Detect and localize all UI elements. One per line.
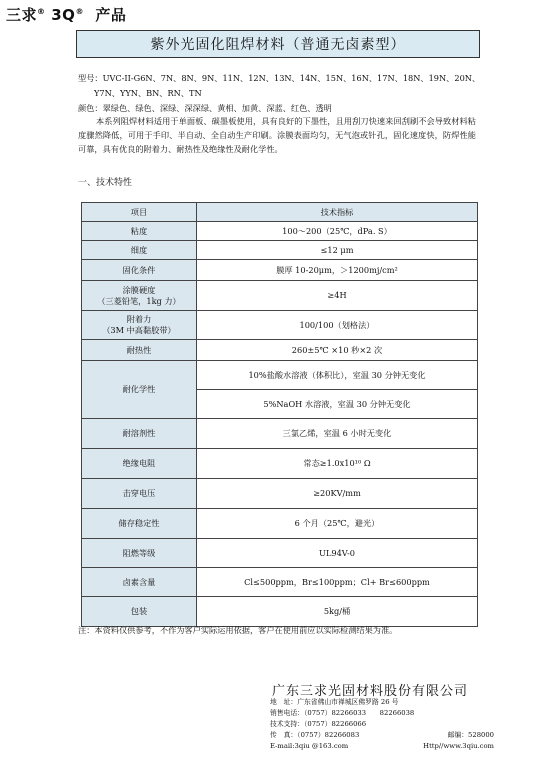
address-line: [270, 697, 494, 708]
model-line-2: Y7N、YYN、BN、RN、TN: [94, 88, 202, 98]
product-meta: [78, 71, 481, 116]
tech-label: 技术支持：: [270, 720, 304, 728]
registered-mark: ®: [75, 7, 84, 16]
table-row: [82, 509, 478, 539]
registered-mark: ®: [37, 7, 46, 16]
row-item: 阻燃等级: [82, 539, 197, 568]
row-item: [82, 311, 197, 340]
sales-phone: （0757）82266033 82266038: [303, 709, 415, 717]
row-value: 6 个月（25℃，避光）: [197, 509, 478, 539]
address-label: 地 址：: [270, 698, 298, 706]
color-list: 翠绿色、绿色、深绿、深深绿、黄相、加黄、深蓝、红色、透明: [102, 103, 332, 113]
row-item-line: 附着力: [126, 314, 152, 324]
row-item: [82, 281, 197, 311]
table-row: [82, 361, 478, 390]
model-line: [78, 71, 481, 86]
row-item: 耐溶剂性: [82, 419, 197, 449]
row-value: 常态≥1.0x10¹⁰ Ω: [197, 449, 478, 479]
table-row: [82, 281, 478, 311]
postcode-label: 邮编：: [447, 731, 469, 739]
row-value: 260±5℃ ×10 秒×2 次: [197, 340, 478, 361]
email-link[interactable]: 3qiu @163.com: [294, 742, 349, 750]
row-value: ≥4H: [197, 281, 478, 311]
row-item: 固化条件: [82, 260, 197, 281]
row-item-line: （3M 中高黏胶带）: [102, 325, 176, 335]
table-row: [82, 419, 478, 449]
row-item: 细度: [82, 241, 197, 260]
row-value: 5%NaOH 水溶液，室温 30 分钟无变化: [197, 390, 478, 419]
table-row: [82, 539, 478, 568]
table-row: [82, 311, 478, 340]
product-description: [78, 114, 476, 156]
description-text: 本系列阻焊材料适用于单面板、碳墨板使用，具有良好的下墨性，且用刮刀快速来回刮刷不会导致材料粘度骤然降低，可用于手印、半自动、全自动生产印刷。涂膜表面均匀，无气泡或针孔，固化速度快，防焊性能可靠，具有优良的附着力、耐热性及绝缘性及耐化学性。: [78, 116, 476, 154]
table-row: [82, 568, 478, 597]
fax-number: （0757）82266083: [297, 731, 360, 739]
row-item: 击穿电压: [82, 479, 197, 509]
table-row: [82, 449, 478, 479]
tech-line: [270, 719, 494, 730]
row-item: 绝缘电阻: [82, 449, 197, 479]
email-line: [270, 741, 494, 752]
email-label: E-mail:: [270, 742, 295, 750]
document-title: 紫外光固化阻焊材料（普通无卤素型）: [76, 30, 480, 58]
row-item-line: （三菱铅笔，1kg 力）: [97, 295, 181, 306]
row-value: UL94V-0: [197, 539, 478, 568]
brand-logo: [6, 4, 126, 25]
table-row: [82, 340, 478, 361]
brand-name: 三求: [6, 6, 38, 24]
table-row: [82, 597, 478, 627]
row-value: ≤12 μm: [197, 241, 478, 260]
row-value: 10%盐酸水溶液（体积比），室温 30 分钟无变化: [197, 361, 478, 390]
row-value: ≥20KV/mm: [197, 479, 478, 509]
row-value: 膜厚 10-20μm，＞1200mj/cm²: [197, 260, 478, 281]
color-label: 颜色：: [78, 103, 103, 113]
website-link[interactable]: Http//www.3qiu.com: [423, 742, 494, 750]
row-value: 100～200（25℃，dPa. S）: [197, 222, 478, 241]
row-value: 100/100（划格法）: [197, 311, 478, 340]
row-item: 包装: [82, 597, 197, 627]
table-row: [82, 260, 478, 281]
row-value: 5kg/桶: [197, 597, 478, 627]
sales-label: 销售电话：: [270, 709, 304, 717]
spec-table: [81, 202, 478, 627]
brand-model: 3Q: [51, 6, 76, 24]
row-item: 耐热性: [82, 340, 197, 361]
sales-line: [270, 708, 494, 719]
fax-label: 传 真：: [270, 731, 298, 739]
section-title: 一、技术特性: [78, 178, 133, 188]
model-label: 型号：: [78, 73, 103, 83]
tech-phone: （0757）82266066: [303, 720, 367, 728]
table-row: [82, 479, 478, 509]
row-value: 三氯乙烯，室温 6 小时无变化: [197, 419, 478, 449]
contact-block: [270, 697, 494, 752]
row-item: 储存稳定性: [82, 509, 197, 539]
row-item: 耐化学性: [82, 361, 197, 419]
table-row: [82, 222, 478, 241]
model-list: UVC-II-G6N、7N、8N、9N、11N、12N、13N、14N、15N、16N、17N、18N、19N、20N、: [102, 73, 481, 83]
header-item: 项目: [82, 203, 197, 222]
brand-suffix: 产品: [95, 6, 127, 24]
company-name: 广东三求光固材料股份有限公司: [272, 684, 469, 699]
address: 广东省佛山市禅城区佛罗路 26 号: [297, 698, 399, 706]
row-item: 粘度: [82, 222, 197, 241]
row-value: Cl≤500ppm，Br≤100ppm；Cl+ Br≤600ppm: [197, 568, 478, 597]
fax-line: [270, 730, 494, 741]
table-header-row: [82, 203, 478, 222]
table-row: [82, 241, 478, 260]
row-item-line: 涂膜硬度: [122, 284, 156, 295]
header-value: 技术指标: [197, 203, 478, 222]
row-item: 卤素含量: [82, 568, 197, 597]
disclaimer-note: 注：本资料仅供参考，不作为客户实际运用依据，客户在使用前应以实际检测结果为准。: [78, 625, 398, 635]
postcode: 528000: [468, 731, 494, 739]
